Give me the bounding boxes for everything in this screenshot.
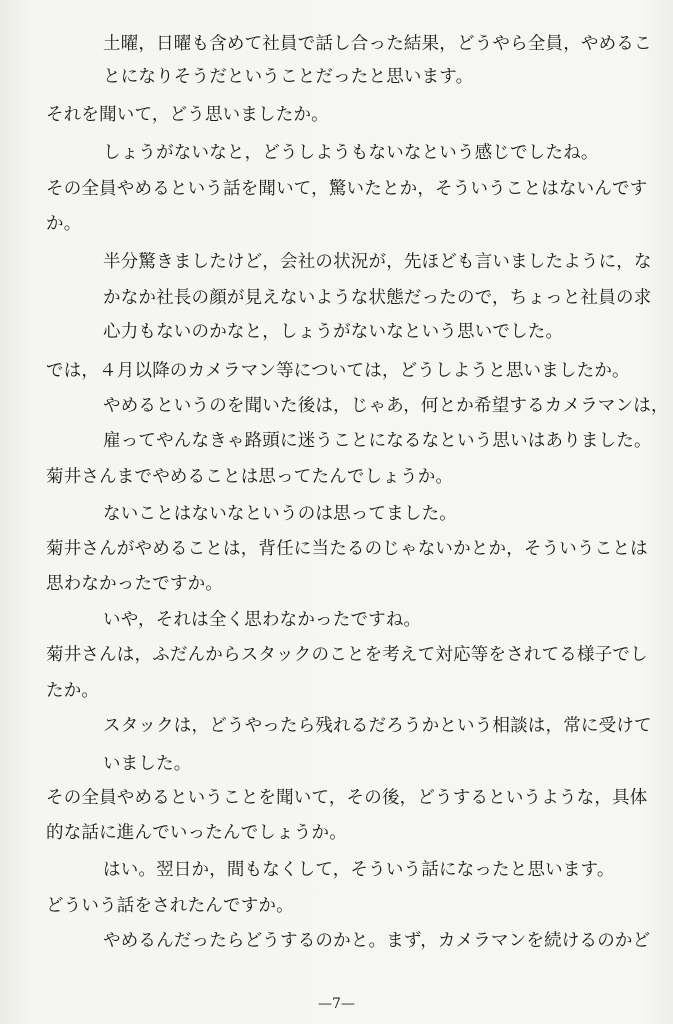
- question-line: 菊井さんまでやめることは思ってたんでしょうか。: [46, 467, 454, 487]
- answer-line: かなか社長の顔が見えないような状態だったので，ちょっと社員の求: [103, 288, 652, 308]
- answer-line: とになりそうだということだったと思います。: [103, 67, 474, 87]
- question-line: 菊井さんがやめることは，背任に当たるのじゃないかとか，そういうことは: [46, 539, 648, 559]
- question-line: 的な話に進んでいったんでしょうか。: [46, 823, 347, 843]
- question-line: その全員やめるという話を聞いて，驚いたとか，そういうことはないんです: [46, 179, 648, 199]
- question-line: たか。: [46, 681, 100, 701]
- answer-line: やめるんだったらどうするのかと。まず，カメラマンを続けるのかど: [103, 931, 651, 951]
- answer-line: しょうがないなと，どうしようもないなという感じでしたね。: [103, 143, 599, 163]
- question-line: 菊井さんは，ふだんからスタックのことを考えて対応等をされてる様子でし: [46, 645, 648, 665]
- question-line: どういう話をされたんですか。: [46, 896, 294, 916]
- answer-line: いました。: [103, 754, 192, 774]
- question-line: では，４月以降のカメラマン等については，どうしようと思いましたか。: [46, 361, 630, 381]
- answer-line: いや，それは全く思わなかったですね。: [103, 610, 422, 630]
- answer-line: 土曜，日曜も含めて社員で話し合った結果，どうやら全員，やめるこ: [103, 34, 652, 54]
- answer-line: 半分驚きましたけど，会社の状況が，先ほども言いましたように，な: [103, 252, 652, 272]
- question-line: か。: [46, 214, 82, 234]
- question-line: それを聞いて，どう思いましたか。: [46, 105, 329, 125]
- answer-line: スタックは，どうやったら残れるだろうかという相談は，常に受けて: [103, 716, 652, 736]
- answer-line: やめるというのを聞いた後は，じゃあ，何とか希望するカメラマンは，: [103, 396, 669, 416]
- question-line: 思わなかったですか。: [46, 574, 223, 594]
- answer-line: はい。翌日か，間もなくして，そういう話になったと思います。: [103, 860, 615, 880]
- answer-line: 心力もないのかなと，しょうがないなという思いでした。: [103, 322, 564, 342]
- answer-line: ないことはないなというのは思ってました。: [103, 504, 457, 524]
- answer-line: 雇ってやんなきゃ路頭に迷うことになるなという思いはありました。: [103, 431, 652, 451]
- question-line: その全員やめるということを聞いて，その後，どうするというような，具体: [46, 788, 648, 808]
- page-number: —7—: [318, 996, 355, 1012]
